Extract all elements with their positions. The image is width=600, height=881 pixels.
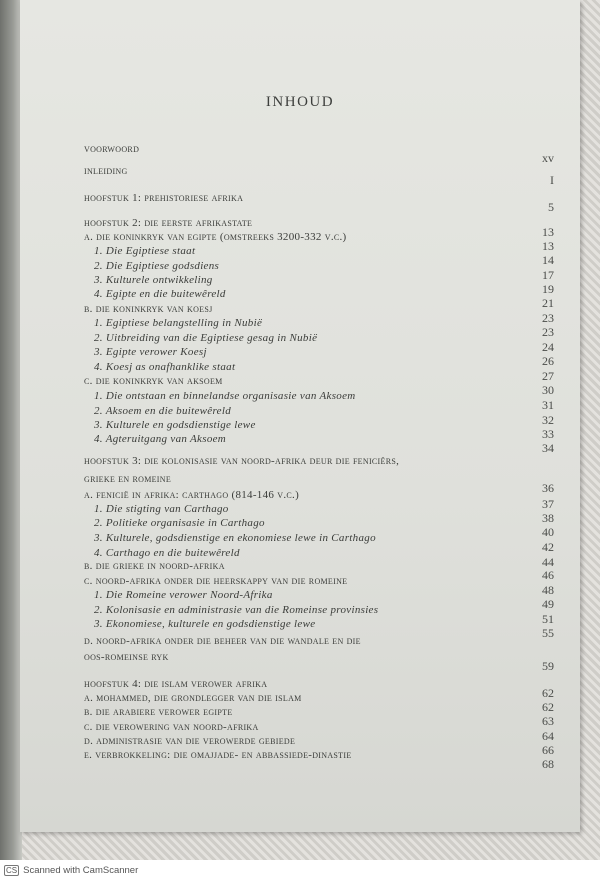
toc-entry: 4. Agteruitgang van Aksoem (94, 433, 227, 445)
toc-page-number: 51 (542, 612, 554, 626)
toc-entry: 3. Kulturele ontwikkeling (94, 274, 213, 286)
toc-page-number: 33 (542, 427, 554, 441)
toc-page-number: 19 (542, 282, 554, 296)
toc-entry: c. die verowering van noord-afrika (84, 721, 259, 733)
toc-page-number: 14 (542, 253, 554, 267)
toc-page-number: 62 (542, 700, 554, 714)
toc-entry: a. mohammed, die grondlegger van die islam (84, 692, 302, 704)
toc-page-number: I (550, 173, 554, 187)
toc-entry: 3. Kulturele en godsdienstige lewe (94, 419, 256, 431)
toc-page-number: xv (542, 151, 554, 165)
toc-entry: hoofstuk 4: die islam verower afrika (84, 678, 268, 690)
toc-entry: oos-romeinse ryk (84, 651, 169, 663)
toc-page-number: 37 (542, 497, 554, 511)
toc-page-number: 26 (542, 354, 554, 368)
toc-entry: grieke en romeine (84, 473, 172, 485)
toc-entry: b. die grieke in noord-afrika (84, 560, 225, 572)
toc-entry: 3. Ekonomiese, kulturele en godsdienstige lewe (94, 618, 316, 630)
toc-entry: 1. Die Romeine verower Noord-Afrika (94, 589, 273, 601)
toc-page-number: 34 (542, 441, 554, 455)
toc-entry: 2. Aksoem en die buitewêreld (94, 405, 232, 417)
toc-entry: 4. Koesj as onafhanklike staat (94, 361, 236, 373)
toc-page-number: 59 (542, 659, 554, 673)
toc-page-number: 31 (542, 398, 554, 412)
toc-entry: 1. Die stigting van Carthago (94, 503, 229, 515)
toc-page-number: 48 (542, 583, 554, 597)
toc-entry: 2. Kolonisasie en administrasie van die Romeinse provinsies (94, 604, 379, 616)
toc-page-number: 42 (542, 540, 554, 554)
toc-page-number: 23 (542, 325, 554, 339)
toc-entry: hoofstuk 3: die kolonisasie van noord-afrika deur die feniciërs, (84, 455, 400, 467)
toc-entry: b. die koninkryk van koesj (84, 303, 213, 315)
book-spine-edge (0, 0, 22, 860)
toc-entry: 1. Die Egiptiese staat (94, 245, 196, 257)
toc-entry: 2. Politieke organisasie in Carthago (94, 517, 265, 529)
toc-page-number: 49 (542, 597, 554, 611)
toc-page-number: 27 (542, 369, 554, 383)
toc-page-number: 40 (542, 525, 554, 539)
toc-entry: d. noord-afrika onder die beheer van die wandale en die (84, 635, 361, 647)
toc-page-number: 23 (542, 311, 554, 325)
toc-entry: 3. Egipte verower Koesj (94, 346, 207, 358)
toc-entry: inleiding (84, 165, 128, 177)
toc-page-number: 21 (542, 296, 554, 310)
toc-entry: 3. Kulturele, godsdienstige en ekonomiese lewe in Carthago (94, 532, 376, 544)
toc-page-number: 32 (542, 413, 554, 427)
scanner-footer (0, 860, 600, 881)
toc-entry: d. administrasie van die verowerde gebiede (84, 735, 296, 747)
toc-page-number: 44 (542, 555, 554, 569)
toc-page-number: 38 (542, 511, 554, 525)
toc-entry: hoofstuk 1: prehistoriese afrika (84, 192, 244, 204)
toc-page-number: 63 (542, 714, 554, 728)
toc-entry: 1. Egiptiese belangstelling in Nubië (94, 317, 263, 329)
toc-page-number: 5 (548, 200, 554, 214)
toc-entry: a. fenicië in afrika: carthago (814-146 v.c.) (84, 489, 300, 501)
toc-page-number: 64 (542, 729, 554, 743)
toc-page-number: 55 (542, 626, 554, 640)
toc-entry: 2. Die Egiptiese godsdiens (94, 260, 220, 272)
toc-page-number: 62 (542, 686, 554, 700)
page-title: INHOUD (265, 94, 335, 110)
toc-entry: b. die arabiere verower egipte (84, 706, 233, 718)
toc-page-number: 17 (542, 268, 554, 282)
toc-entry: hoofstuk 2: die eerste afrikastate (84, 217, 253, 229)
toc-entry: e. verbrokkeling: die omajjade- en abbassiede-dinastie (84, 749, 352, 761)
toc-entry: 4. Carthago en die buitewêreld (94, 547, 240, 559)
toc-page-number: 36 (542, 481, 554, 495)
toc-page-number: 46 (542, 568, 554, 582)
toc-page-number: 66 (542, 743, 554, 757)
toc-page-number: 13 (542, 225, 554, 239)
toc-page-number: 30 (542, 383, 554, 397)
toc-entry: 1. Die ontstaan en binnelandse organisasie van Aksoem (94, 390, 356, 402)
toc-entry: 4. Egipte en die buitewêreld (94, 288, 226, 300)
toc-entry: c. die koninkryk van aksoem (84, 375, 223, 387)
toc-entry: voorwoord (84, 143, 140, 155)
toc-entry: 2. Uitbreiding van die Egiptiese gesag in Nubië (94, 332, 318, 344)
toc-page-number: 13 (542, 239, 554, 253)
toc-page-number: 24 (542, 340, 554, 354)
toc-entry: a. die koninkryk van egipte (omstreeks 3200-332 v.c.) (84, 231, 347, 243)
toc-page-number: 68 (542, 757, 554, 771)
toc-entry: c. noord-afrika onder die heerskappy van die romeine (84, 575, 348, 587)
camscanner-logo-icon: CS (6, 866, 18, 875)
scanner-footer-text: Scanned with CamScanner (23, 865, 139, 876)
